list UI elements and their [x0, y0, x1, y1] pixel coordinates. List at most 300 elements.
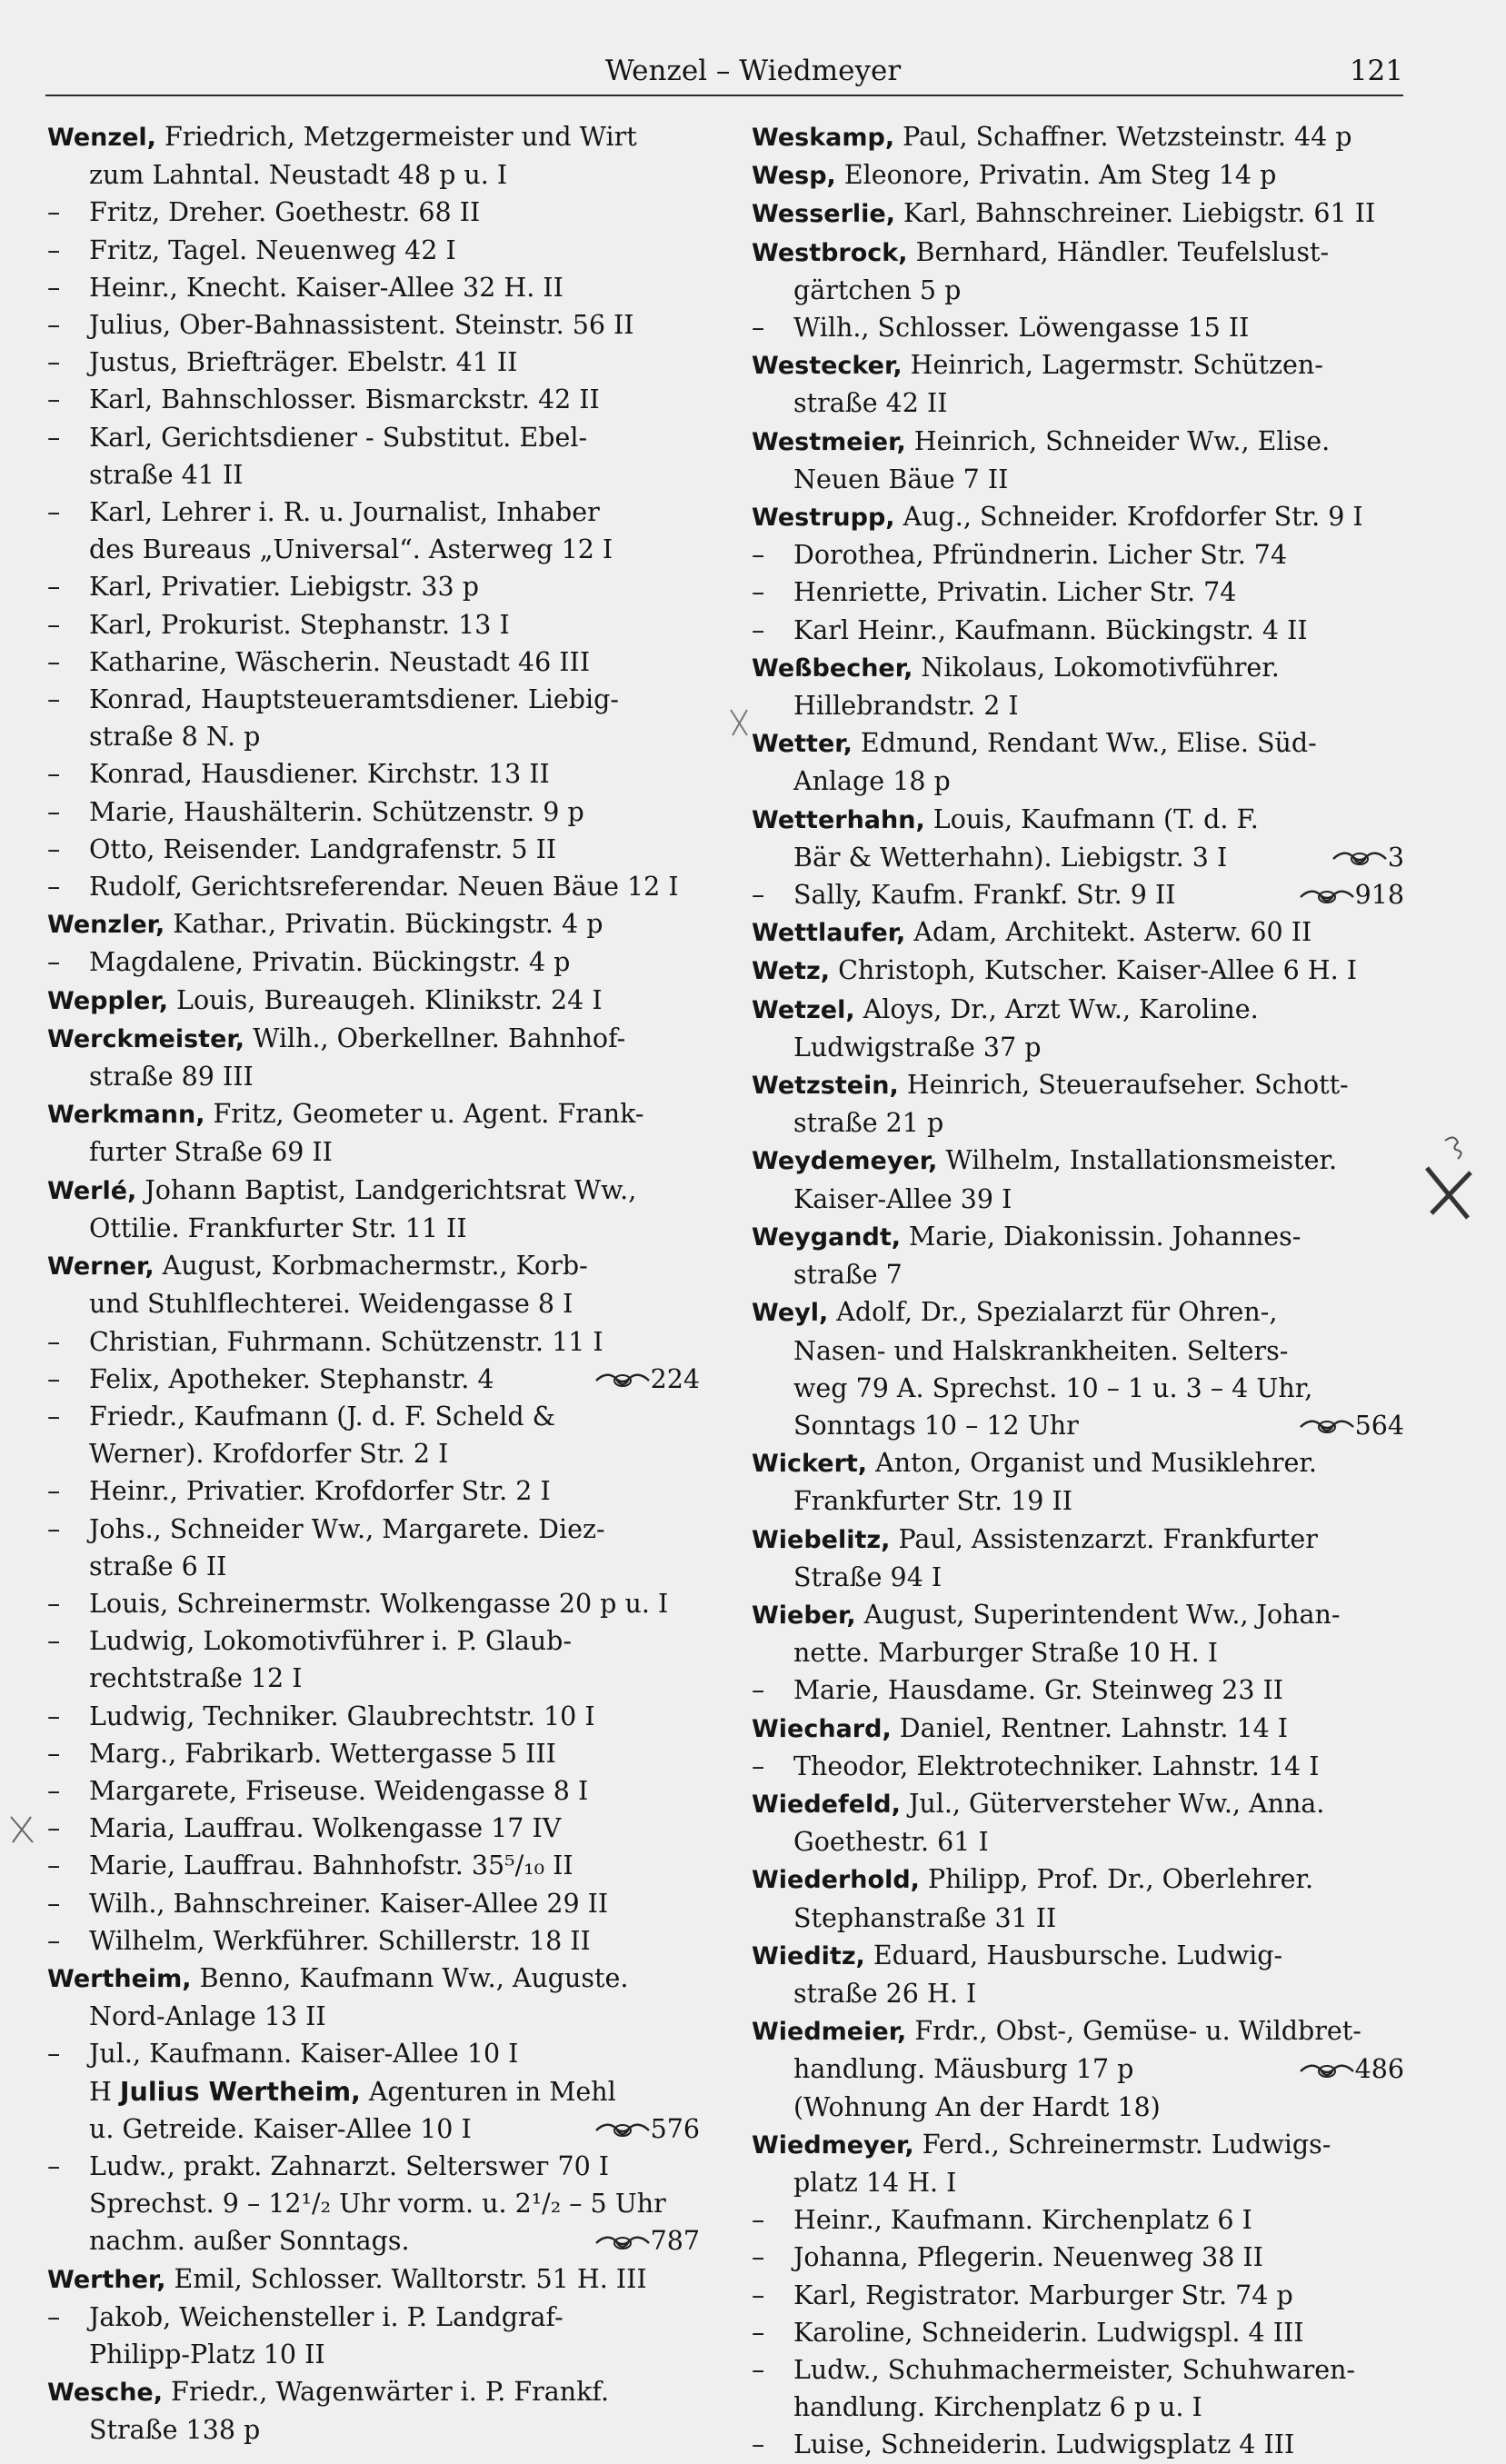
- directory-entry: [752, 1142, 1404, 1180]
- entry-text: Heinrich, Steueraufseher. Schott-: [898, 1070, 1349, 1101]
- ditto-dash: –: [47, 1326, 61, 1357]
- directory-line: [47, 1398, 700, 1435]
- entry-text: Christoph, Kutscher. Kaiser-Allee 6 H. I: [830, 955, 1357, 986]
- ditto-dash: –: [47, 1738, 61, 1769]
- directory-line: [47, 681, 700, 718]
- entry-text: Magdalene, Privatin. Bückingstr. 4 p: [89, 947, 571, 978]
- entry-text: Julius, Ober-Bahnassistent. Steinstr. 56 II: [89, 310, 634, 341]
- ditto-dash: –: [752, 2205, 765, 2236]
- directory-line: [47, 1058, 700, 1095]
- directory-line: [47, 1133, 700, 1171]
- ditto-dash: –: [47, 310, 61, 341]
- entry-text: August, Superintendent Ww., Johan-: [855, 1599, 1341, 1630]
- ditto-dash: –: [752, 614, 765, 645]
- entry-text: straße 7: [793, 1260, 903, 1291]
- entry-text: Ludwigstraße 37 p: [793, 1032, 1042, 1062]
- ditto-dash: –: [752, 880, 765, 911]
- telephone-number: 564: [1354, 1410, 1404, 1441]
- ditto-dash: –: [47, 1513, 61, 1544]
- directory-line: [47, 2222, 700, 2259]
- ditto-dash: –: [47, 796, 61, 827]
- entry-text: handlung. Kirchenplatz 6 p u. I: [793, 2392, 1202, 2423]
- entry-text: Heinr., Privatier. Krofdorfer Str. 2 I: [89, 1476, 551, 1507]
- telephone-icon: [594, 1372, 651, 1390]
- directory-line: [752, 1332, 1404, 1370]
- entry-text: Jul., Güterversteher Ww., Anna.: [900, 1788, 1325, 1819]
- surname: Werckmeister,: [47, 1024, 245, 1053]
- telephone: [1299, 2050, 1404, 2088]
- surname: Weydemeyer,: [752, 1147, 938, 1176]
- directory-line: [47, 606, 700, 643]
- directory-line: [752, 1256, 1404, 1293]
- ditto-dash: –: [47, 1363, 61, 1394]
- directory-entry: [752, 234, 1404, 272]
- directory-line: [752, 1370, 1404, 1407]
- entry-text: Johanna, Pflegerin. Neuenweg 38 II: [793, 2242, 1263, 2273]
- entry-text: gärtchen 5 p: [793, 274, 962, 305]
- directory-line: [47, 1885, 700, 1922]
- directory-line: [47, 2185, 700, 2222]
- entry-text: Louis, Schreinermstr. Wolkengasse 20 p u. I: [89, 1588, 669, 1619]
- entry-text: Ottilie. Frankfurter Str. 11 II: [89, 1212, 467, 1243]
- directory-entry: [752, 1710, 1404, 1748]
- entry-text: Frankfurter Str. 19 II: [793, 1486, 1072, 1517]
- telephone: [594, 2110, 700, 2148]
- directory-line: [752, 687, 1404, 724]
- entry-text: Hillebrandstr. 2 I: [793, 691, 1019, 722]
- directory-line: [47, 943, 700, 981]
- ditto-dash: –: [47, 272, 61, 303]
- entry-text: straße 41 II: [89, 459, 244, 490]
- ditto-dash: –: [47, 384, 61, 415]
- directory-line: [752, 1482, 1404, 1520]
- directory-line: [752, 2314, 1404, 2351]
- entry-text: Louis, Kaufmann (T. d. F.: [924, 803, 1259, 834]
- directory-line: [752, 309, 1404, 346]
- directory-line: [752, 2277, 1404, 2314]
- firm-prefix: H: [89, 2076, 120, 2107]
- directory-entry: [752, 801, 1404, 839]
- directory-line: [47, 718, 700, 755]
- entry-text: Karl, Bahnschreiner. Liebigstr. 61 II: [894, 198, 1376, 229]
- directory-line: [752, 876, 1404, 913]
- entry-text: Stephanstraße 31 II: [793, 1902, 1057, 1933]
- entry-text: Konrad, Hausdiener. Kirchstr. 13 II: [89, 759, 550, 790]
- surname: Wesche,: [47, 2379, 163, 2408]
- directory-entry: [47, 905, 700, 943]
- entry-text: Edmund, Rendant Ww., Elise. Süd-: [852, 728, 1317, 759]
- surname: Weyl,: [752, 1299, 829, 1328]
- ditto-dash: –: [47, 1588, 61, 1619]
- entry-text: Felix, Apotheker. Stephanstr. 4: [89, 1363, 494, 1394]
- directory-line: [47, 2299, 700, 2336]
- directory-line: [47, 643, 700, 681]
- directory-line: [752, 1559, 1404, 1596]
- directory-line: [752, 1634, 1404, 1671]
- entry-text: Karl, Lehrer i. R. u. Journalist, Inhaber: [89, 497, 600, 528]
- entry-text: Sally, Kaufm. Frankf. Str. 9 II: [793, 880, 1176, 911]
- directory-line: [752, 839, 1404, 876]
- directory-line: [47, 306, 700, 344]
- entry-text: Frdr., Obst-, Gemüse- u. Wildbret-: [906, 2016, 1361, 2047]
- directory-line: [47, 1435, 700, 1472]
- directory-line: [47, 1735, 700, 1772]
- directory-line: [47, 1660, 700, 1697]
- entry-text: Aug., Schneider. Krofdorfer Str. 9 I: [894, 502, 1363, 533]
- directory-entry: [752, 346, 1404, 384]
- telephone-icon: [594, 2234, 651, 2252]
- page-number: 121: [1349, 55, 1403, 87]
- ditto-dash: –: [47, 609, 61, 640]
- directory-line: [752, 1181, 1404, 1218]
- ditto-dash: –: [752, 540, 765, 571]
- directory-entry: [752, 1860, 1404, 1899]
- entry-text: Fritz, Dreher. Goethestr. 68 II: [89, 197, 481, 228]
- ditto-dash: –: [752, 577, 765, 608]
- entry-text: straße 89 III: [89, 1062, 254, 1092]
- directory-entry: [47, 1960, 700, 1998]
- directory-entry: [752, 2126, 1404, 2164]
- directory-line: [47, 1772, 700, 1810]
- entry-text: Marg., Fabrikarb. Wettergasse 5 III: [89, 1738, 556, 1769]
- entry-text: Marie, Haushälterin. Schützenstr. 9 p: [89, 796, 584, 827]
- entry-text: straße 26 H. I: [793, 1978, 977, 2009]
- ditto-dash: –: [752, 2242, 765, 2273]
- entry-text: Sprechst. 9 – 12¹/₂ Uhr vorm. u. 2¹/₂ – 5 Uhr: [89, 2189, 666, 2220]
- ditto-dash: –: [47, 1888, 61, 1919]
- directory-line: [47, 1511, 700, 1548]
- entry-text: Ferd., Schreinermstr. Ludwigs-: [913, 2129, 1331, 2160]
- entry-text: Wilh., Bahnschreiner. Kaiser-Allee 29 II: [89, 1888, 609, 1919]
- directory-entry: [752, 498, 1404, 536]
- entry-text: Heinr., Kaufmann. Kirchenplatz 6 I: [793, 2205, 1252, 2236]
- surname: Westrupp,: [752, 504, 895, 533]
- entry-text: Heinrich, Lagermstr. Schützen-: [902, 350, 1323, 381]
- directory-line: [752, 612, 1404, 649]
- telephone-icon: [1331, 850, 1388, 868]
- surname: Wiechard,: [752, 1714, 892, 1743]
- directory-line: [47, 1548, 700, 1585]
- entry-text: (Wohnung An der Hardt 18): [793, 2091, 1161, 2122]
- entry-text: Ludw., prakt. Zahnarzt. Selterswег 70 I: [89, 2150, 610, 2181]
- surname: Wiedmeier,: [752, 2018, 907, 2047]
- left-column: [47, 118, 700, 2449]
- ditto-dash: –: [47, 684, 61, 715]
- telephone: [594, 1361, 700, 1398]
- entry-text: Konrad, Hauptsteueramtsdiener. Liebig-: [89, 684, 619, 715]
- directory-entry: [752, 952, 1404, 990]
- entry-text: Marie, Hausdame. Gr. Steinweg 23 II: [793, 1675, 1284, 1706]
- entry-text: Daniel, Rentner. Lahnstr. 14 I: [891, 1712, 1289, 1743]
- entry-text: Emil, Schlosser. Walltorstr. 51 H. III: [165, 2263, 647, 2294]
- ditto-dash: –: [47, 1775, 61, 1806]
- surname: Werkmann,: [47, 1101, 205, 1130]
- entry-text: Karl, Prokurist. Stephanstr. 13 I: [89, 609, 510, 640]
- ditto-dash: –: [47, 1701, 61, 1731]
- directory-line: [752, 2201, 1404, 2239]
- surname: Westbrock,: [752, 238, 908, 267]
- directory-entry: [752, 724, 1404, 763]
- entry-text: Adam, Architekt. Asterw. 60 II: [905, 917, 1312, 948]
- directory-line: [47, 194, 700, 231]
- entry-text: Louis, Bureaugeh. Klinikstr. 24 I: [167, 984, 603, 1015]
- entry-text: Benno, Kaufmann Ww., Auguste.: [191, 1962, 629, 1993]
- entry-text: Theodor, Elektrotechniker. Lahnstr. 14 I: [793, 1751, 1320, 1781]
- directory-line: [47, 1998, 700, 2035]
- entry-text: Philipp, Prof. Dr., Oberlehrer.: [919, 1864, 1314, 1895]
- directory-entry: [752, 1937, 1404, 1975]
- ditto-dash: –: [47, 947, 61, 978]
- ditto-dash: –: [47, 197, 61, 228]
- entry-text: Nasen- und Halskrankheiten. Selters-: [793, 1335, 1289, 1366]
- entry-text: Karl, Bahnschlosser. Bismarckstr. 42 II: [89, 384, 600, 415]
- entry-text: des Bureaus „Universal“. Asterweg 12 I: [89, 534, 613, 565]
- ditto-dash: –: [47, 1850, 61, 1881]
- surname: Wiederhold,: [752, 1866, 920, 1895]
- directory-entry: [47, 1247, 700, 1285]
- entry-text: Straße 94 I: [793, 1561, 942, 1592]
- entry-text: Luise, Schneiderin. Ludwigsplatz 4 III: [793, 2429, 1295, 2460]
- entry-text: Jakob, Weichensteller i. P. Landgraf-: [89, 2301, 564, 2332]
- directory-entry: [752, 1785, 1404, 1823]
- directory-entry: [752, 1218, 1404, 1256]
- entry-text: Otto, Reisender. Landgrafenstr. 5 II: [89, 833, 557, 864]
- directory-line: [47, 831, 700, 868]
- directory-line: [752, 2239, 1404, 2276]
- entry-text: straße 42 II: [793, 388, 948, 419]
- entry-text: Maria, Lauffrau. Wolkengasse 17 IV: [89, 1813, 562, 1844]
- surname: Wetterhahn,: [752, 805, 925, 834]
- directory-line: [47, 1472, 700, 1510]
- running-title: Wenzel – Wiedmeyer: [604, 55, 902, 87]
- surname: Weskamp,: [752, 124, 895, 152]
- directory-entry: [47, 1020, 700, 1058]
- surname: Weygandt,: [752, 1222, 901, 1252]
- telephone-number: 224: [650, 1363, 700, 1394]
- directory-line: [47, 494, 700, 531]
- entry-text: handlung. Mäusburg 17 p: [793, 2054, 1134, 2085]
- directory-entry: [752, 118, 1404, 156]
- ditto-dash: –: [47, 1925, 61, 1956]
- entry-text: Margarete, Friseuse. Weidengasse 8 I: [89, 1775, 589, 1806]
- directory-line: [47, 1285, 700, 1322]
- directory-line: [47, 269, 700, 306]
- entry-text: Fritz, Geometer u. Agent. Frank-: [204, 1099, 644, 1130]
- ditto-dash: –: [47, 1476, 61, 1507]
- directory-entry: [47, 982, 700, 1020]
- surname: Wetzel,: [752, 995, 855, 1024]
- directory-line: [47, 456, 700, 494]
- ditto-dash: –: [752, 313, 765, 344]
- surname: Wesp,: [752, 162, 836, 191]
- ditto-dash: –: [47, 1626, 61, 1657]
- directory-line: [47, 793, 700, 831]
- ditto-dash: –: [752, 2429, 765, 2460]
- entry-text: zum Lahntal. Neustadt 48 p u. I: [89, 160, 508, 191]
- entry-text: Goethestr. 61 I: [793, 1827, 989, 1858]
- telephone-number: 3: [1387, 842, 1404, 873]
- entry-text: furter Straße 69 II: [89, 1137, 333, 1168]
- telephone: [1331, 839, 1404, 876]
- surname: Wiedmeyer,: [752, 2130, 914, 2160]
- ditto-dash: –: [47, 833, 61, 864]
- entry-text: Aloys, Dr., Arzt Ww., Karoline.: [854, 993, 1259, 1024]
- directory-line: [752, 1975, 1404, 2012]
- surname: Wieber,: [752, 1601, 856, 1630]
- surname: Werner,: [47, 1252, 155, 1282]
- surname: Werther,: [47, 2265, 166, 2294]
- directory-line: [47, 419, 700, 456]
- surname: Wenzler,: [47, 911, 165, 940]
- entry-text: Bernhard, Händler. Teufelslust-: [907, 236, 1330, 267]
- directory-line: [47, 2411, 700, 2449]
- entry-text: nachm. außer Sonntags.: [89, 2226, 410, 2257]
- entry-text: Paul, Schaffner. Wetzsteinstr. 44 p: [894, 122, 1352, 152]
- entry-text: Heinrich, Schneider Ww., Elise.: [905, 425, 1331, 456]
- entry-text: Nord-Anlage 13 II: [89, 2001, 326, 2032]
- entry-text: Straße 138 p: [89, 2415, 261, 2446]
- entry-text: Friedr., Wagenwärter i. P. Frankf.: [163, 2377, 609, 2408]
- entry-text: Karl, Privatier. Liebigstr. 33 p: [89, 572, 479, 603]
- directory-line: [752, 1900, 1404, 1937]
- ditto-dash: –: [47, 422, 61, 453]
- entry-text: Karoline, Schneiderin. Ludwigspl. 4 III: [793, 2317, 1304, 2348]
- directory-line: [47, 2336, 700, 2373]
- entry-text: und Stuhlflechterei. Weidengasse 8 I: [89, 1289, 573, 1320]
- directory-entry: [752, 913, 1404, 952]
- directory-line: [47, 1210, 700, 1247]
- directory-entry: [752, 1444, 1404, 1482]
- surname: Wesserlie,: [752, 200, 895, 229]
- directory-line: [47, 156, 700, 194]
- entry-text: Paul, Assistenzarzt. Frankfurter: [890, 1523, 1318, 1554]
- entry-text: Karl, Registrator. Marburger Str. 74 p: [793, 2279, 1293, 2310]
- directory-line: [47, 1698, 700, 1735]
- entry-text: Rudolf, Gerichtsreferendar. Neuen Bäue 12 I: [89, 872, 679, 903]
- surname: Wertheim,: [47, 1964, 192, 1993]
- ditto-dash: –: [752, 1751, 765, 1781]
- directory-line: [47, 755, 700, 793]
- entry-text: weg 79 A. Sprechst. 10 – 1 u. 3 – 4 Uhr,: [793, 1372, 1313, 1403]
- surname: Wiedefeld,: [752, 1790, 901, 1819]
- entry-text: Wilhelm, Installationsmeister.: [937, 1145, 1338, 1176]
- entry-text: Henriette, Privatin. Licher Str. 74: [793, 577, 1237, 608]
- page-header: [0, 49, 1506, 95]
- entry-text: Agenturen in Mehl: [360, 2076, 616, 2107]
- directory-line: [47, 1323, 700, 1361]
- margin-mark-x-left: [7, 1811, 38, 1848]
- entry-text: Justus, Briefträger. Ebelstr. 41 II: [89, 347, 518, 378]
- surname: Weßbecher,: [752, 653, 913, 683]
- surname: Wiebelitz,: [752, 1525, 891, 1554]
- entry-text: Ludwig, Lokomotivführer i. P. Glaub-: [89, 1626, 573, 1657]
- ditto-dash: –: [47, 2039, 61, 2070]
- directory-line: [47, 2110, 700, 2148]
- directory-entry: [752, 1293, 1404, 1332]
- entry-text: Marie, Lauffrau. Bahnhofstr. 35⁵/₁₀ II: [89, 1850, 573, 1881]
- directory-entry: [47, 1172, 700, 1210]
- directory-line: [47, 1361, 700, 1398]
- ditto-dash: –: [752, 2279, 765, 2310]
- directory-line: [47, 531, 700, 568]
- ditto-dash: –: [47, 1813, 61, 1844]
- entry-text: Wilh., Schlosser. Löwengasse 15 II: [793, 313, 1250, 344]
- entry-text: Friedr., Kaufmann (J. d. F. Scheld &: [89, 1401, 556, 1432]
- ditto-dash: –: [47, 1401, 61, 1432]
- directory-line: [752, 574, 1404, 611]
- directory-line: [752, 763, 1404, 800]
- directory-line: [752, 384, 1404, 422]
- directory-entry: [752, 156, 1404, 195]
- entry-text: Neuen Bäue 7 II: [793, 464, 1009, 494]
- entry-text: August, Korbmachermstr., Korb-: [154, 1251, 588, 1282]
- entry-text: Johs., Schneider Ww., Margarete. Diez-: [89, 1513, 605, 1544]
- ditto-dash: –: [47, 646, 61, 677]
- entry-text: Ludwig, Techniker. Glaubrechtstr. 10 I: [89, 1701, 595, 1731]
- surname: Wickert,: [752, 1450, 868, 1479]
- directory-line: [752, 272, 1404, 309]
- ditto-dash: –: [752, 2354, 765, 2385]
- ditto-dash: –: [47, 872, 61, 903]
- surname: Wetz,: [752, 957, 831, 986]
- entry-text: Anlage 18 p: [793, 766, 951, 797]
- directory-line: [752, 461, 1404, 498]
- entry-text: platz 14 H. I: [793, 2167, 957, 2198]
- entry-text: Heinr., Knecht. Kaiser-Allee 32 H. II: [89, 272, 564, 303]
- surname: Wieditz,: [752, 1941, 865, 1970]
- directory-line: [47, 2073, 700, 2110]
- entry-text: Kathar., Privatin. Bückingstr. 4 p: [165, 909, 603, 940]
- ditto-dash: –: [47, 234, 61, 265]
- directory-entry: [752, 1066, 1404, 1104]
- entry-text: nette. Marburger Straße 10 H. I: [793, 1638, 1219, 1669]
- entry-text: Kaiser-Allee 39 I: [793, 1183, 1012, 1214]
- surname: Westecker,: [752, 352, 903, 381]
- directory-line: [47, 1810, 700, 1847]
- directory-entry: [47, 2260, 700, 2299]
- directory-line: [47, 2035, 700, 2072]
- directory-entry: [47, 118, 700, 156]
- ditto-dash: –: [47, 759, 61, 790]
- directory-line: [47, 2148, 700, 2185]
- entry-text: Nikolaus, Lokomotivführer.: [913, 652, 1280, 683]
- entry-text: Karl, Gerichtsdiener - Substitut. Ebel-: [89, 422, 588, 453]
- right-column: [752, 118, 1404, 2464]
- entry-text: Christian, Fuhrmann. Schützenstr. 11 I: [89, 1326, 603, 1357]
- directory-line: [752, 1407, 1404, 1444]
- directory-line: [752, 1029, 1404, 1066]
- ditto-dash: –: [47, 2301, 61, 2332]
- directory-entry: [752, 649, 1404, 687]
- telephone-number: 918: [1354, 880, 1404, 911]
- entry-text: Ludw., Schuhmachermeister, Schuhwaren-: [793, 2354, 1356, 2385]
- directory-line: [752, 2351, 1404, 2389]
- entry-text: straße 21 p: [793, 1108, 944, 1139]
- directory-line: [47, 1922, 700, 1960]
- ditto-dash: –: [47, 497, 61, 528]
- header-rule: [45, 95, 1403, 96]
- directory-line: [752, 536, 1404, 574]
- telephone: [1299, 876, 1404, 913]
- entry-text: Dorothea, Pfründnerin. Licher Str. 74: [793, 540, 1288, 571]
- telephone-number: 787: [650, 2226, 700, 2257]
- entry-text: u. Getreide. Kaiser-Allee 10 I: [89, 2113, 472, 2144]
- entry-text: Johann Baptist, Landgerichtsrat Ww.,: [136, 1174, 637, 1205]
- telephone-number: 486: [1354, 2054, 1404, 2085]
- directory-line: [752, 1104, 1404, 1142]
- surname: Wetter,: [752, 730, 853, 759]
- entry-text: Eduard, Hausbursche. Ludwig-: [864, 1940, 1283, 1970]
